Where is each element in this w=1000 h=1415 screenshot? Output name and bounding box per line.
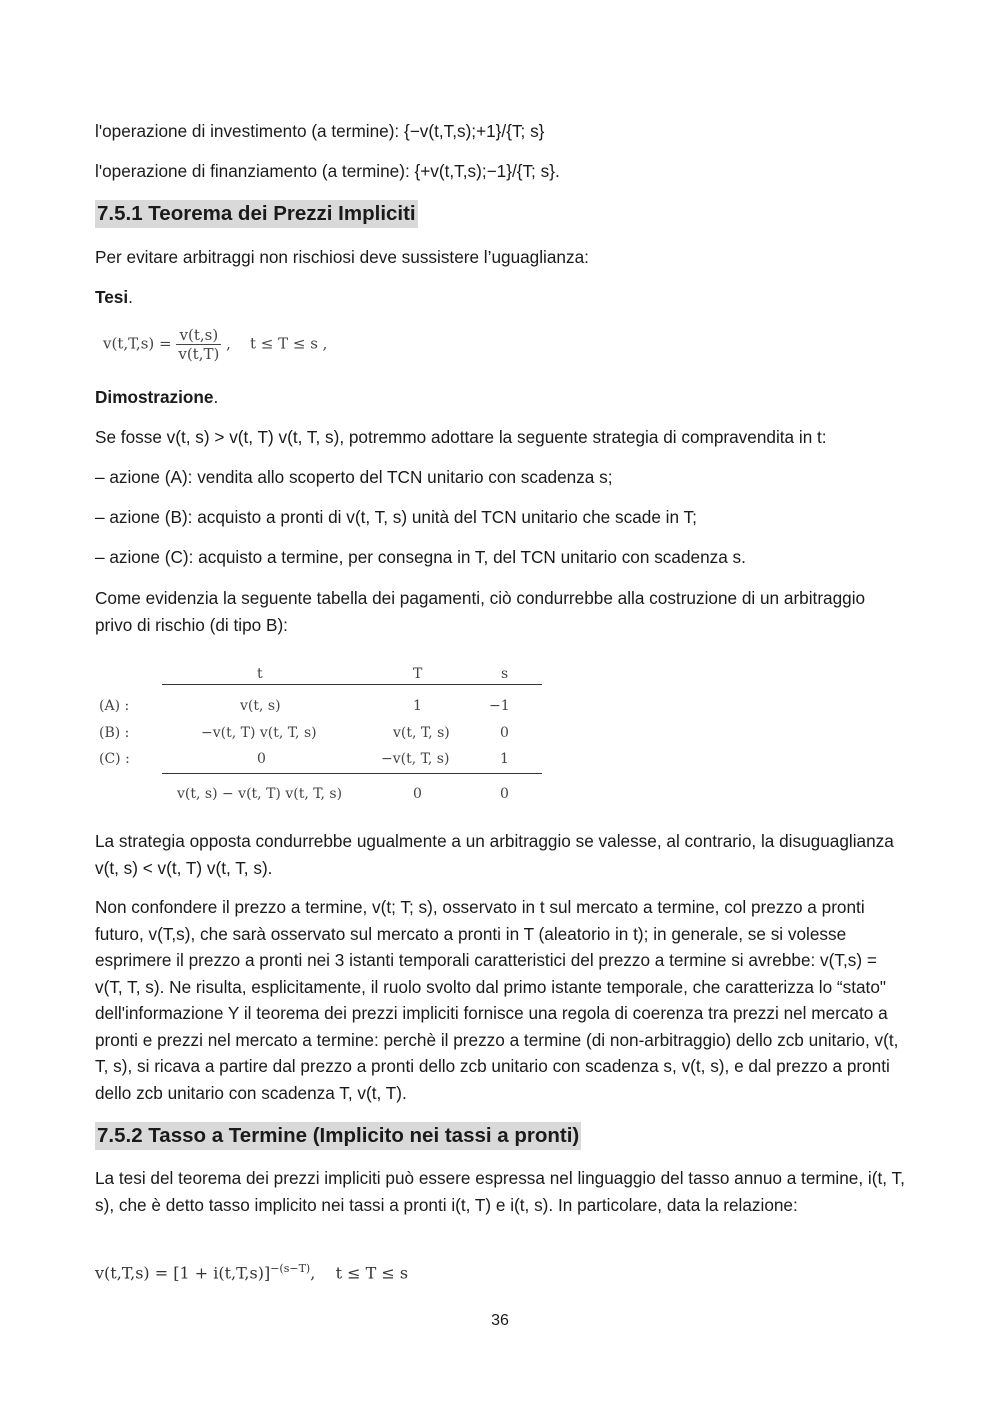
row-label-a: (A) : — [99, 698, 130, 714]
action-c: – azione (C): acquisto a termine, per consegna in T, del TCN unitario con scadenza s. — [95, 547, 746, 567]
tesi-label: Tesi. — [95, 287, 133, 307]
table-header-t: t — [257, 666, 263, 682]
total-s: 0 — [500, 786, 509, 802]
page-number: 36 — [491, 1312, 509, 1329]
payments-table — [95, 660, 555, 810]
cell-a-t: v(t, s) — [240, 698, 281, 714]
total-t: v(t, s) − v(t, T) v(t, T, s) — [177, 786, 343, 802]
tesi-bold: Tesi — [95, 287, 129, 307]
forward-rate-formula — [95, 1262, 408, 1282]
cell-a-s: −1 — [489, 698, 510, 714]
table-top-rule — [162, 684, 542, 685]
row-label-c: (C) : — [99, 751, 130, 767]
table-header-T: T — [413, 666, 423, 682]
cell-b-s: 0 — [500, 725, 509, 741]
forward-rate-formula-main: v(t,T,s) = [1 + i(t,T,s)] — [95, 1263, 271, 1283]
formula-denominator: v(t,T) — [178, 345, 220, 363]
proof-paragraph-1: Se fosse v(t, s) > v(t, T) v(t, T, s), potremmo adottare la seguente strategia di compravendita in t: — [95, 427, 827, 447]
section-heading-7-5-1: 7.5.1 Teorema dei Prezzi Impliciti — [95, 200, 418, 228]
forward-rate-formula-condition: , t ≤ T ≤ s — [310, 1263, 409, 1283]
action-b: – azione (B): acquisto a pronti di v(t, T, s) unità del TCN unitario che scade in T; — [95, 507, 697, 527]
table-header-s: s — [501, 666, 509, 682]
formula-lhs: v(t,T,s) = — [103, 334, 172, 353]
cell-b-t: −v(t, T) v(t, T, s) — [201, 725, 317, 741]
table-bottom-rule — [162, 773, 542, 774]
cell-b-T: v(t, T, s) — [393, 725, 450, 741]
formula-numerator: v(t,s) — [176, 326, 221, 345]
proof-paragraph-2: Come evidenzia la seguente tabella dei pagamenti, ciò condurrebbe alla costruzione di un arbitraggio privo di rischio (di tipo B): — [95, 588, 866, 635]
forward-rate-paragraph: La tesi del teorema dei prezzi impliciti può essere espressa nel linguaggio del tasso annuo a termine, i(t, T, s), che è detto tasso implicito nei tassi a pronti i(t, T) e i(t, s). In particolare, data la relazione: — [95, 1168, 905, 1215]
forward-vs-spot-paragraph: Non confondere il prezzo a termine, v(t; T; s), osservato in t sul mercato a termine, col prezzo a pronti futuro, v(T,s), che sarà osservato sul mercato a pronti in T (aleatorio in t); in generale, se si volesse esprimere il prezzo a pronti nei 3 istanti temporali caratteristici del prezzo a termine si avrebbe: v(T,s) = v(T, T, s). Ne risulta, esplicitamente, il ruolo svolto dal primo istante temporale, che caratterizza lo “stato" dell'informazione Y il teorema dei prezzi impliciti fornisce una regola di coerenza tra prezzi nel mercato a pronti e prezzi nel mercato a termine: perchè il prezzo a termine (di non-arbitraggio) dello zcb unitario, v(t, T, s), si ricava a partire dal prezzo a pronti dello zcb unitario con scadenza s, v(t, s), e dal prezzo a pronti dello zcb unitario con scadenza T, v(t, T). — [95, 897, 899, 1103]
forward-rate-formula-exponent: −(s−T) — [270, 1262, 311, 1275]
cell-a-T: 1 — [413, 698, 422, 714]
formula-fraction — [176, 326, 221, 363]
cell-c-T: −v(t, T, s) — [381, 751, 450, 767]
intro-paragraph: Per evitare arbitraggi non rischiosi deve sussistere l’uguaglianza: — [95, 247, 589, 267]
tesi-formula — [103, 326, 327, 363]
dimostrazione-bold: Dimostrazione — [95, 387, 214, 407]
cell-c-s: 1 — [500, 751, 509, 767]
formula-rhs: , t ≤ T ≤ s , — [226, 334, 328, 353]
dimostrazione-label: Dimostrazione. — [95, 387, 219, 407]
cell-c-t: 0 — [257, 751, 266, 767]
opposite-strategy-paragraph: La strategia opposta condurrebbe ugualmente a un arbitraggio se valesse, al contrario, la disuguaglianza v(t, s) < v(t, T) v(t, T, s). — [95, 831, 894, 878]
action-a: – azione (A): vendita allo scoperto del TCN unitario con scadenza s; — [95, 467, 613, 487]
total-T: 0 — [413, 786, 422, 802]
investment-line: l'operazione di investimento (a termine): {−v(t,T,s);+1}/{T; s} — [95, 121, 545, 141]
section-heading-7-5-2: 7.5.2 Tasso a Termine (Implicito nei tassi a pronti) — [95, 1122, 581, 1150]
financing-line: l'operazione di finanziamento (a termine): {+v(t,T,s);−1}/{T; s}. — [95, 161, 560, 181]
row-label-b: (B) : — [99, 725, 130, 741]
